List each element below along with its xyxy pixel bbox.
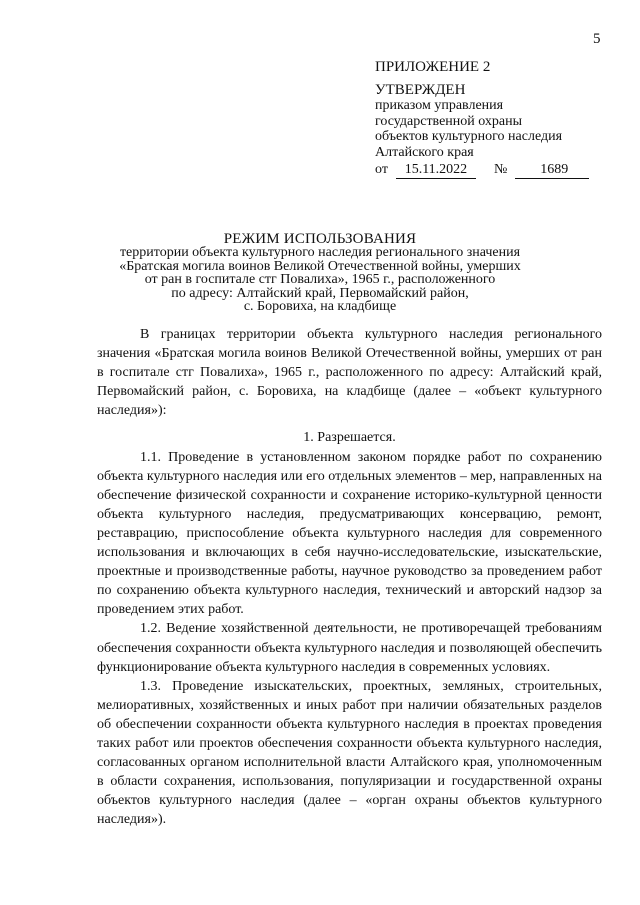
order-number: 1689: [515, 162, 589, 179]
clause-1-2: 1.2. Ведение хозяйственной деятельности, не противоречащей требованиям обеспечения сохранности объекта культурного наследия и позволяющей обеспечить функционирование объекта культурного наследия в современных условиях.: [97, 621, 602, 675]
order-date: 15.11.2022: [396, 162, 476, 179]
approval-line: государственной охраны: [375, 113, 523, 129]
approval-line: объектов культурного наследия: [375, 129, 563, 144]
page-number: 5: [593, 31, 601, 47]
subtitle-line: по адресу: Алтайский край, Первомайский район,: [171, 285, 469, 301]
approval-block: [375, 60, 620, 179]
appendix-label: ПРИЛОЖЕНИЕ 2: [375, 59, 491, 75]
document-title: РЕЖИМ ИСПОЛЬЗОВАНИЯ: [223, 231, 417, 247]
section-heading: 1. Разрешается.: [303, 430, 396, 446]
approval-line: приказом управления: [375, 98, 504, 113]
approval-line: Алтайского края: [375, 144, 474, 160]
approved-label: УТВЕРЖДЕН: [375, 81, 466, 98]
date-prefix: от: [375, 162, 388, 177]
subtitle-line: «Братская могила воинов Великой Отечественной войны, умерших: [119, 258, 521, 274]
intro-paragraph: В границах территории объекта культурного наследия регионального значения «Братская могила воинов Великой Отечественной войны, умерших от ран в госпитале стг Повалиха», 1965 г., расположенного по адресу: Алтайский край, Первомайский район, с. Боровиха, на кладбище (далее – «объект культурного наследия»):: [97, 327, 602, 419]
subtitle-line: территории объекта культурного наследия регионального значения: [119, 245, 521, 260]
document-subtitle: [110, 246, 530, 314]
order-date-number: [375, 162, 620, 179]
document-body: [97, 325, 602, 829]
clause-1-3: 1.3. Проведение изыскательских, проектных, земляных, строительных, мелиоративных, хозяйственных и иных работ при наличии обязательных разделов об обеспечении сохранности объекта культурного наследия в проектах проведения таких работ или проектов обеспечения сохранности объекта культурного наследия, согласованных органом исполнительной власти Алтайского края, уполномоченным в области сохранения, использования, популяризации и государственной охраны объектов культурного наследия (далее – «орган охраны объектов культурного наследия»).: [97, 678, 602, 828]
clause-1-1: 1.1. Проведение в установленном законом порядке работ по сохранению объекта культурного наследия или его отдельных элементов – мер, направленных на обеспечение физической сохранности и сохранение историко-культурной ценности объекта культурного наследия, предусматривающих консервацию, ремонт, реставрацию, приспособление объекта культурного наследия для современного использования и включающих в себя научно-исследовательские, изыскательские, проектные и производственные работы, научное руководство за проведением работ по сохранению объекта культурного наследия, технический и авторский надзор за проведением этих работ.: [97, 449, 602, 618]
number-sign: №: [493, 162, 508, 177]
subtitle-line: от ран в госпитале стг Повалиха», 1965 г., расположенного: [144, 272, 496, 287]
subtitle-line: с. Боровиха, на кладбище: [243, 299, 397, 314]
